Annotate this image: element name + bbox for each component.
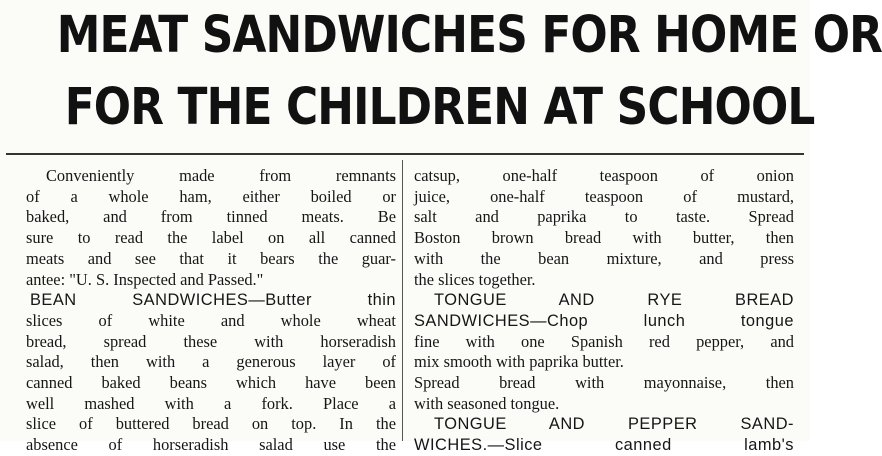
left-column [26,166,396,456]
body-line: of a whole ham, either boiled or [26,186,396,206]
headline-line-2: FOR THE CHILDREN AT SCHOOL [64,78,815,137]
headline-line-1: MEAT SANDWICHES FOR HOME OR [56,6,882,65]
body-line: sure to read the label on all canned [26,228,396,248]
body-line: slices of white and whole wheat [26,310,396,330]
body-line: juice, one-half teaspoon of mustard, [414,186,794,206]
body-line: canned baked beans which have been [26,373,396,393]
subhead-line: TONGUE AND RYE BREAD [434,291,794,310]
body-line: absence of horseradish salad use the [26,435,396,455]
body-line: mix smooth with paprika butter. [414,352,624,372]
body-line: with seasoned tongue. [414,393,560,413]
body-line: meats and see that it bears the guar- [26,248,396,268]
body-line: salad, then with a generous layer of [26,352,396,372]
right-column [414,166,794,456]
column-divider [402,160,403,441]
subhead-line: SANDWICHES—Chop lunch tongue [414,311,794,330]
subhead-line: BEAN SANDWICHES—Butter thin [30,291,396,310]
body-line: fine with one Spanish red pepper, and [414,331,794,351]
body-line: antee: "U. S. Inspected and Passed." [26,269,264,289]
subhead-line: WICHES.—Slice canned lamb's [414,436,794,455]
body-line: well mashed with a fork. Place a [26,393,396,413]
body-line: Spread bread with mayonnaise, then [414,373,794,393]
body-line: Conveniently made from remnants [46,166,396,185]
body-line: the slices together. [414,269,536,289]
body-line: Boston brown bread with butter, then [414,228,794,248]
body-line: catsup, one-half teaspoon of onion [414,166,794,185]
headline-rule [6,153,804,155]
body-line: salt and paprika to taste. Spread [414,207,794,227]
body-line: slice of buttered bread on top. In the [26,414,396,434]
subhead-line: TONGUE AND PEPPER SAND- [434,415,794,434]
body-line: bread, spread these with horseradish [26,331,396,351]
body-line: baked, and from tinned meats. Be [26,207,396,227]
body-line: with the bean mixture, and press [414,248,794,268]
